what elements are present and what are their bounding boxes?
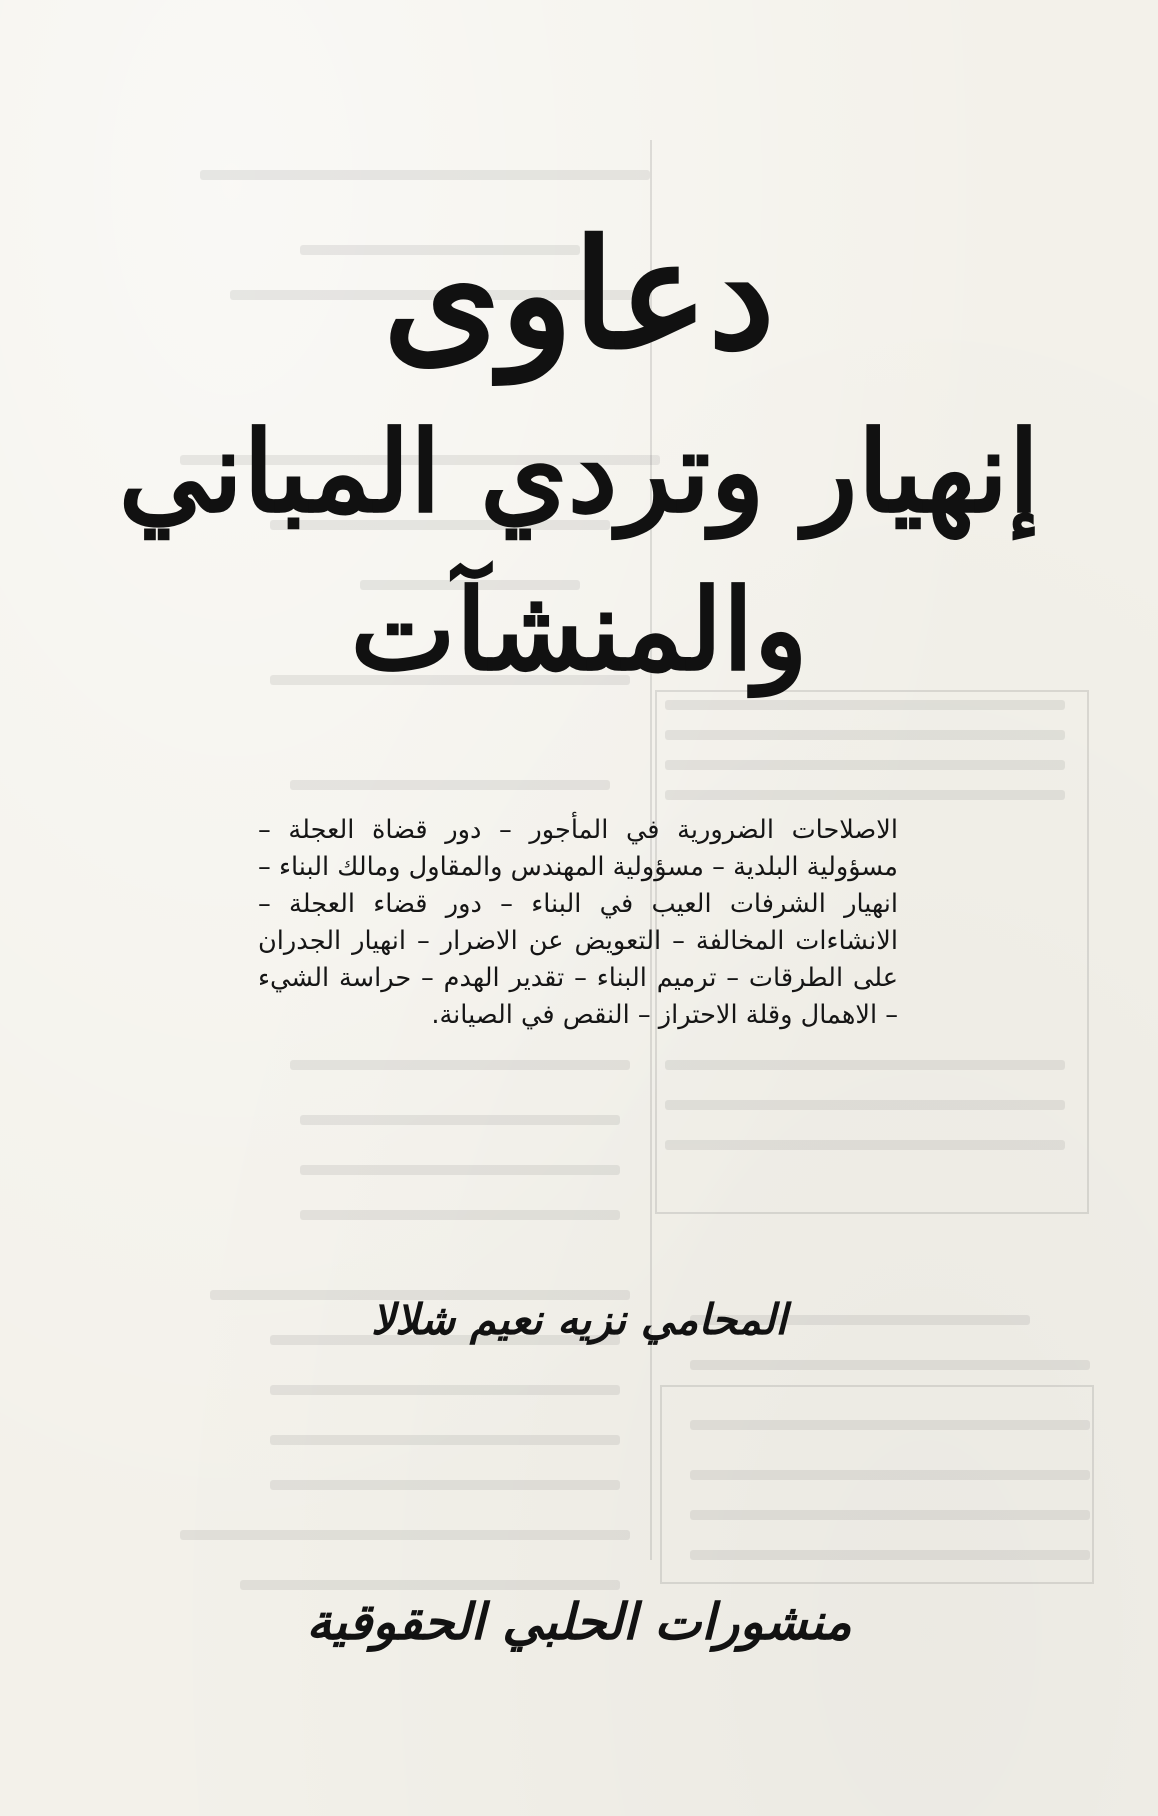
bleed-through-frame-lower [660,1385,1094,1584]
title-line-3: والمنشآت [350,565,808,696]
title-line-2: إنهيار وتردي المباني [118,407,1040,538]
author-name: المحامي نزيه نعيم شلالا [371,1295,787,1344]
title-line-1: دعاوى [383,207,775,383]
topics-description: الاصلاحات الضرورية في المأجور – دور قضاة العجلة – مسؤولية البلدية – مسؤولية المهندس والمقاول ومالك البناء – انهيار الشرفات العيب في البناء – دور قضاء العجلة – الانشاءات المخالفة – التعويض عن الاضرار – انهيار الجدران على الطرقات – ترميم البناء – تقدير الهدم – حراسة الشيء – الاهمال وقلة الاحتراز – النقص في الصيانة. [258,815,898,1030]
publisher-name: منشورات الحلبي الحقوقية [306,1592,852,1651]
